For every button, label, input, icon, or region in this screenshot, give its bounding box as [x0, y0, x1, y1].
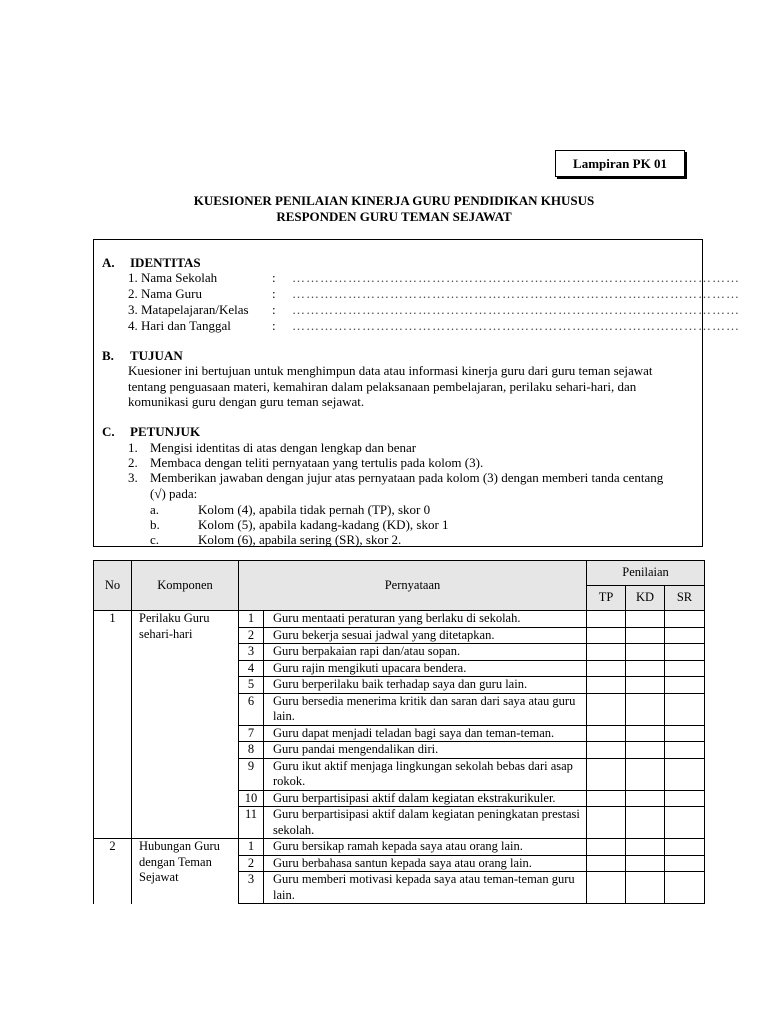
score-cell-kd[interactable]: [626, 839, 665, 856]
score-cell-tp[interactable]: [587, 627, 626, 644]
statement-text: Guru dapat menjadi teladan bagi saya dan teman-teman.: [264, 725, 587, 742]
header-penilaian: Penilaian: [587, 561, 705, 586]
score-cell-kd[interactable]: [626, 693, 665, 725]
statement-text: Guru bersedia menerima kritik dan saran dari saya atau guru lain.: [264, 693, 587, 725]
statement-number: 3: [239, 644, 264, 661]
score-cell-tp[interactable]: [587, 742, 626, 759]
statement-text: Guru berpakaian rapi dan/atau sopan.: [264, 644, 587, 661]
score-cell-sr[interactable]: [665, 758, 705, 790]
score-cell-sr[interactable]: [665, 872, 705, 904]
score-cell-tp[interactable]: [587, 644, 626, 661]
score-cell-sr[interactable]: [665, 611, 705, 628]
lampiran-label: Lampiran PK 01: [555, 150, 685, 177]
score-cell-kd[interactable]: [626, 677, 665, 694]
score-cell-tp[interactable]: [587, 807, 626, 839]
statement-number: 2: [239, 627, 264, 644]
score-cell-tp[interactable]: [587, 839, 626, 856]
statement-number: 8: [239, 742, 264, 759]
score-cell-tp[interactable]: [587, 790, 626, 807]
score-cell-sr[interactable]: [665, 807, 705, 839]
statement-text: Guru pandai mengendalikan diri.: [264, 742, 587, 759]
document-subtitle: RESPONDEN GURU TEMAN SEJAWAT: [276, 209, 512, 224]
score-cell-sr[interactable]: [665, 660, 705, 677]
score-cell-kd[interactable]: [626, 660, 665, 677]
statement-text: Guru rajin mengikuti upacara bendera.: [264, 660, 587, 677]
statement-text: Guru mentaati peraturan yang berlaku di sekolah.: [264, 611, 587, 628]
group-komponen: Hubungan Guru dengan Teman Sejawat: [132, 839, 239, 904]
score-cell-kd[interactable]: [626, 855, 665, 872]
score-cell-kd[interactable]: [626, 790, 665, 807]
score-cell-tp[interactable]: [587, 611, 626, 628]
statement-text: Guru ikut aktif menjaga lingkungan sekolah bebas dari asap rokok.: [264, 758, 587, 790]
statement-text: Guru memberi motivasi kepada saya atau teman-teman guru lain.: [264, 872, 587, 904]
statement-number: 2: [239, 855, 264, 872]
score-cell-kd[interactable]: [626, 644, 665, 661]
score-cell-sr[interactable]: [665, 742, 705, 759]
score-cell-kd[interactable]: [626, 758, 665, 790]
header-pernyataan: Pernyataan: [239, 561, 587, 611]
tujuan-paragraph: Kuesioner ini bertujuan untuk menghimpun data atau informasi kinerja guru dari guru teman sejawat tentang penguasaan materi, kemahiran dalam pelaksanaan pembelajaran, perilaku sehari-hari, dan komunikasi guru dengan guru teman sejawat.: [128, 363, 653, 409]
score-cell-tp[interactable]: [587, 855, 626, 872]
fill-in-line[interactable]: ……………………………………………………………………………………: [292, 270, 740, 285]
score-cell-tp[interactable]: [587, 758, 626, 790]
statement-number: 1: [239, 839, 264, 856]
score-cell-tp[interactable]: [587, 677, 626, 694]
instructions-box: A. IDENTITAS 1. Nama Sekolah : …………………………………………………………………………………… 2. Nama Guru : …………………………………………………………………………………… 3. Matapelajaran/Kelas : …………………………………………………………………………………… 4. Hari dan Tanggal : …………………………………………………………………………………… B. TUJUAN Kuesioner ini bertujuan untuk menghimpun data atau informasi kinerja guru dari guru teman sejawat tentang penguasaan materi, kemahiran dalam pelaksanaan pembelajaran, perilaku sehari-hari, dan komunikasi guru dengan guru teman sejawat. C. PETUNJUK 1. Mengisi identitas di atas dengan lengkap dan benar 2. Membaca dengan teliti pernyataan yang tertulis pada kolom (3). 3. Memberikan jawaban dengan jujur atas pernyataan pada kolom (3) dengan memberi tanda centang (√) pada: a. Kolom (4), apabila tidak pernah (TP), skor 0 b. Kolom (5), apabila kadang-kadang (KD), skor 1 c. Kolom (6), apabila sering (SR), skor 2.: [93, 239, 703, 547]
header-kd: KD: [626, 586, 665, 611]
score-cell-sr[interactable]: [665, 627, 705, 644]
score-cell-sr[interactable]: [665, 839, 705, 856]
score-cell-kd[interactable]: [626, 807, 665, 839]
score-cell-sr[interactable]: [665, 677, 705, 694]
statement-number: 11: [239, 807, 264, 839]
score-cell-kd[interactable]: [626, 872, 665, 904]
statement-text: Guru berpartisipasi aktif dalam kegiatan peningkatan prestasi sekolah.: [264, 807, 587, 839]
statement-text: Guru berpartisipasi aktif dalam kegiatan ekstrakurikuler.: [264, 790, 587, 807]
score-cell-tp[interactable]: [587, 872, 626, 904]
score-cell-sr[interactable]: [665, 693, 705, 725]
statement-number: 9: [239, 758, 264, 790]
score-cell-sr[interactable]: [665, 644, 705, 661]
assessment-table: [93, 560, 705, 904]
statement-text: Guru berperilaku baik terhadap saya dan guru lain.: [264, 677, 587, 694]
score-cell-tp[interactable]: [587, 693, 626, 725]
statement-number: 10: [239, 790, 264, 807]
document-title: KUESIONER PENILAIAN KINERJA GURU PENDIDIKAN KHUSUS: [193, 193, 595, 208]
score-cell-sr[interactable]: [665, 855, 705, 872]
header-no: No: [94, 561, 132, 611]
statement-number: 3: [239, 872, 264, 904]
statement-text: Guru berbahasa santun kepada saya atau orang lain.: [264, 855, 587, 872]
group-number: 2: [94, 839, 132, 904]
score-cell-kd[interactable]: [626, 725, 665, 742]
score-cell-tp[interactable]: [587, 725, 626, 742]
header-komponen: Komponen: [132, 561, 239, 611]
score-cell-sr[interactable]: [665, 790, 705, 807]
fill-in-line[interactable]: ……………………………………………………………………………………: [292, 318, 740, 333]
score-cell-kd[interactable]: [626, 627, 665, 644]
statement-number: 7: [239, 725, 264, 742]
statement-number: 4: [239, 660, 264, 677]
fill-in-line[interactable]: ……………………………………………………………………………………: [292, 286, 740, 301]
fill-in-line[interactable]: ……………………………………………………………………………………: [292, 302, 740, 317]
statement-number: 5: [239, 677, 264, 694]
table-row: [94, 611, 705, 628]
statement-number: 6: [239, 693, 264, 725]
group-number: 1: [94, 611, 132, 839]
statement-text: Guru bekerja sesuai jadwal yang ditetapkan.: [264, 627, 587, 644]
score-cell-kd[interactable]: [626, 742, 665, 759]
statement-text: Guru bersikap ramah kepada saya atau orang lain.: [264, 839, 587, 856]
group-komponen: Perilaku Guru sehari-hari: [132, 611, 239, 839]
table-row: [94, 839, 705, 856]
header-sr: SR: [665, 586, 705, 611]
statement-number: 1: [239, 611, 264, 628]
header-tp: TP: [587, 586, 626, 611]
score-cell-tp[interactable]: [587, 660, 626, 677]
score-cell-kd[interactable]: [626, 611, 665, 628]
score-cell-sr[interactable]: [665, 725, 705, 742]
